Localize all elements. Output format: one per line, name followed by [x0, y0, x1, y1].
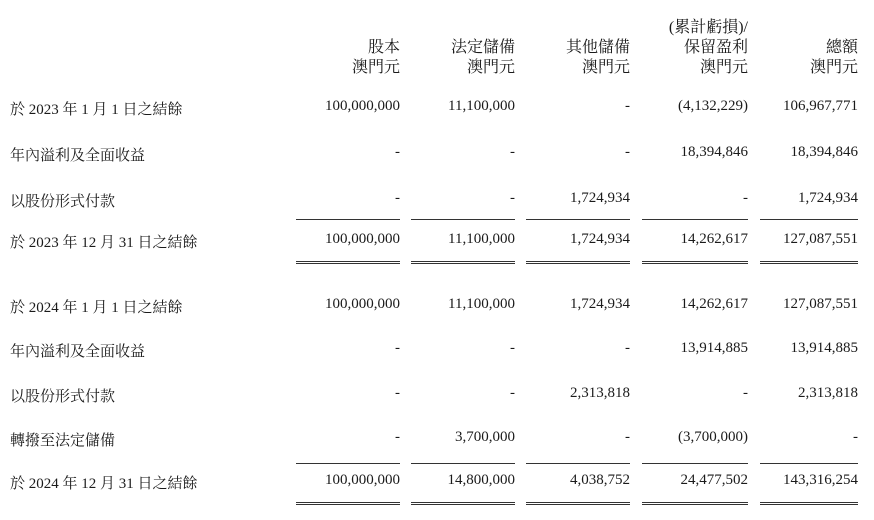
table-cell: 127,087,551: [783, 231, 858, 247]
table-cell: 11,100,000: [448, 98, 515, 114]
column-header-line: 澳門元: [809, 59, 858, 76]
row-label: 於 2023 年 1 月 1 日之結餘: [10, 102, 183, 118]
total-double-rule: [760, 261, 858, 264]
total-double-rule: [642, 261, 748, 264]
table-cell: -: [510, 340, 515, 356]
table-cell: 1,724,934: [798, 190, 858, 206]
table-cell: -: [743, 385, 748, 401]
column-header-line: 其他儲備: [565, 39, 630, 56]
subtotal-rule: [760, 463, 858, 464]
table-cell: -: [625, 340, 630, 356]
column-header: [718, 38, 858, 78]
column-header-line: 法定儲備: [450, 39, 515, 56]
column-header-line: 澳門元: [581, 59, 630, 76]
table-cell: 13,914,885: [790, 340, 858, 356]
total-double-rule: [760, 502, 858, 505]
column-header-line: (累計虧損)/: [668, 19, 748, 36]
total-double-rule: [411, 261, 515, 264]
table-cell: -: [625, 429, 630, 445]
subtotal-rule: [526, 463, 630, 464]
table-cell: 14,800,000: [447, 472, 515, 488]
table-cell: -: [510, 190, 515, 206]
total-double-rule: [642, 502, 748, 505]
row-label: 以股份形式付款: [10, 389, 116, 405]
column-header-line: 澳門元: [466, 59, 515, 76]
row-label: 於 2024 年 12 月 31 日之結餘: [10, 476, 198, 492]
table-cell: -: [395, 190, 400, 206]
table-cell: -: [625, 144, 630, 160]
table-cell: 127,087,551: [783, 296, 858, 312]
column-header-line: 保留盈利: [683, 39, 748, 56]
column-header-line: 股本: [367, 39, 400, 56]
table-cell: (3,700,000): [678, 429, 748, 445]
table-cell: 2,313,818: [570, 385, 630, 401]
table-cell: 143,316,254: [783, 472, 858, 488]
table-cell: 3,700,000: [455, 429, 515, 445]
total-double-rule: [296, 502, 400, 505]
total-double-rule: [526, 502, 630, 505]
table-cell: 100,000,000: [325, 98, 400, 114]
table-cell: 106,967,771: [783, 98, 858, 114]
table-cell: 1,724,934: [570, 190, 630, 206]
table-cell: 18,394,846: [790, 144, 858, 160]
table-cell: 100,000,000: [325, 472, 400, 488]
table-cell: -: [625, 98, 630, 114]
total-double-rule: [526, 261, 630, 264]
table-cell: 100,000,000: [325, 231, 400, 247]
table-cell: 11,100,000: [448, 296, 515, 312]
row-label: 於 2024 年 1 月 1 日之結餘: [10, 300, 183, 316]
table-cell: -: [395, 340, 400, 356]
column-header-line: 澳門元: [351, 59, 400, 76]
subtotal-rule: [642, 463, 748, 464]
table-cell: 1,724,934: [570, 231, 630, 247]
table-cell: 14,262,617: [680, 231, 748, 247]
table-cell: -: [510, 385, 515, 401]
table-cell: -: [510, 144, 515, 160]
table-cell: -: [853, 429, 858, 445]
subtotal-rule: [760, 219, 858, 220]
subtotal-rule: [526, 219, 630, 220]
table-cell: 13,914,885: [680, 340, 748, 356]
table-cell: 100,000,000: [325, 296, 400, 312]
column-header-line: 澳門元: [699, 59, 748, 76]
subtotal-rule: [296, 463, 400, 464]
table-cell: -: [395, 144, 400, 160]
table-cell: 1,724,934: [570, 296, 630, 312]
table-cell: (4,132,229): [678, 98, 748, 114]
table-cell: 24,477,502: [680, 472, 748, 488]
table-cell: -: [395, 429, 400, 445]
table-cell: 4,038,752: [570, 472, 630, 488]
row-label: 年內溢利及全面收益: [10, 148, 146, 164]
row-label: 於 2023 年 12 月 31 日之結餘: [10, 235, 198, 251]
subtotal-rule: [411, 463, 515, 464]
total-double-rule: [296, 261, 400, 264]
row-label: 以股份形式付款: [10, 194, 116, 210]
subtotal-rule: [642, 219, 748, 220]
total-double-rule: [411, 502, 515, 505]
table-cell: 18,394,846: [680, 144, 748, 160]
row-label: 年內溢利及全面收益: [10, 344, 146, 360]
subtotal-rule: [411, 219, 515, 220]
table-cell: 14,262,617: [680, 296, 748, 312]
table-cell: 2,313,818: [798, 385, 858, 401]
table-cell: -: [395, 385, 400, 401]
subtotal-rule: [296, 219, 400, 220]
table-cell: -: [743, 190, 748, 206]
column-header-line: 總額: [825, 39, 858, 56]
row-label: 轉撥至法定儲備: [10, 433, 116, 449]
table-cell: 11,100,000: [448, 231, 515, 247]
